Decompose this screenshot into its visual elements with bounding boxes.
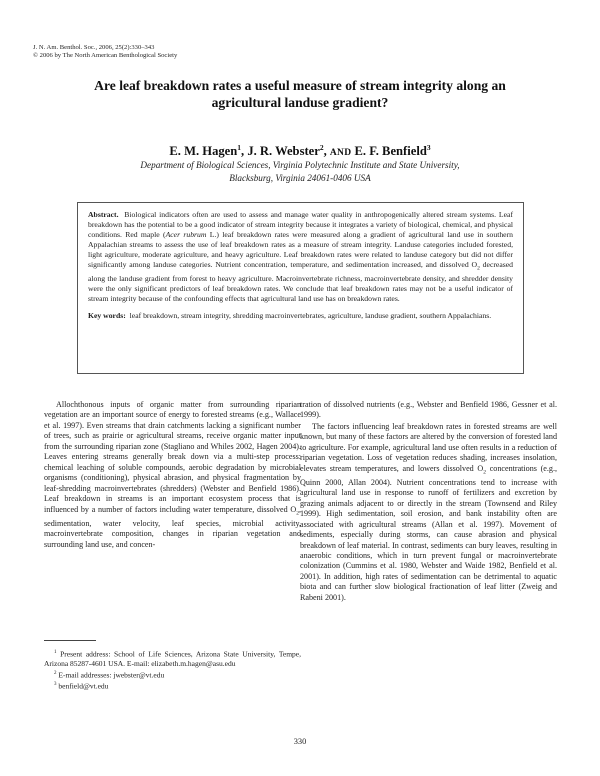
species-name: Acer rubrum [165,230,207,240]
body-paragraph: tration of dissolved nutrients (e.g., Webster and Benfield 1986, Gessner et al. 1999). [300,400,557,420]
footnote-2-mark: 2 [54,670,57,676]
body-column-left [44,400,301,550]
footnote-1-text: Present address: School of Life Sciences, Arizona State University, Tempe, Arizona 85287-4601 USA. E-mail: elizabeth.m.hagen@asu.edu [44,649,302,669]
footnote-3-text: benfield@vt.edu [58,681,109,691]
keywords-text: leaf breakdown, stream integrity, shredding macroinvertebrates, agriculture, landuse gradient, southern Appalachians. [129,311,492,321]
abstract-box [77,202,524,374]
body-paragraph [300,422,557,603]
footnote-3-mark: 3 [54,681,57,687]
abstract-part-a: Biological indicators often are used to assess and manage water quality in anthropogenically altered stream systems. Leaf breakdown has the potential to be a good indicator of stream integrity because it integrates a variety of biological, chemical, and physical conditions. Red maple ( [88,210,513,240]
body-sub: 2 [483,469,487,476]
abstract-label: Abstract. [88,210,119,219]
author-1: E. M. Hagen [169,144,238,159]
body-text: , sedimentation, water velocity, leaf species, microbial activity, macroinvertebrate composition, changes in riparian vegetation and surrounding land use, and concen- [44,504,301,549]
body-sub: 2 [296,510,299,517]
body-column-right [300,400,557,603]
journal-citation: J. N. Am. Benthol. Soc., 2006, 25(2):330–343 [33,44,155,51]
author-1-mark: 1 [237,143,242,152]
body-text: concentrations (e.g., Quinn 2000, Allan 2004). Nutrient concentrations tend to increase with agricultural land use in response to runoff of fertilizers and excretion by grazing animals adjacent to or directly in the stream (Townsend and Riley 1999). High sedimentation, soil erosion, and bank instability often are associated with agricultural streams (Allan et al. 1997). Movement of sediments, especially during storms, can cause abrasion and physical breakdown of leaf material. In contrast, sediments can bury leaves, resulting in anaerobic conditions, which in turn prevent fungal or macroinvertebrate colonization (Cummins et al. 1980, Webster and Waide 1982, Benfield et al. 2001). In addition, high rates of sedimentation can be detrimental to aquatic biota and can further slow biological fractionation of leaf litter (Zweig and Rabeni 2001). [300,463,557,602]
author-3: E. F. Benfield [354,144,427,159]
footnote-1-mark: 1 [54,650,57,655]
abstract-text [88,210,513,304]
author-2-mark: 2 [319,143,324,152]
footnote-2-text: E-mail addresses: jwebster@vt.edu [58,670,165,680]
journal-copyright: © 2006 by The North American Benthological Society [33,52,178,60]
body-paragraph [44,400,301,550]
keywords-label: Key words: [88,311,126,321]
footnotes [44,648,301,691]
journal-header [33,44,177,60]
body-text: Allochthonous inputs of organic matter from surrounding riparian vegetation are an important source of energy to forested streams (e.g., Wallace et al. 1997). Even streams that drain catchments lacking a significant number of trees, such as prairie or agricultural streams, receive organic matter input from the surrounding riparian zone (Stagliano and Whiles 2002, Hagen 2004). Leaves entering streams generally break down via a multi-step process: chemical leaching of soluble compounds, aerobic degradation by microbial organisms (conditioning), physical abrasion, and physical fragmentation by leaf-shredding macroinvertebrates (shredders) (Webster and Benfield 1986). Leaf breakdown in streams is an important ecosystem process that is influenced by a number of factors including water temperature, dissolved O [44,400,301,514]
affiliation [80,159,520,184]
footnote-3 [44,680,301,691]
affiliation-line-1: Department of Biological Sciences, Virginia Polytechnic Institute and State University, [140,160,460,170]
article-title: Are leaf breakdown rates a useful measure of stream integrity along an agricultural landuse gradient? [94,78,506,110]
abstract-sub: 2 [477,266,480,272]
abstract-part-b: L.) leaf breakdown rates were measured along a gradient of agricultural land use in southern Appalachian streams to assess the use of leaf breakdown rates as a measure of stream integrity. Landuse categories included forested, light agriculture, moderate agriculture, and heavy agriculture. Leaf breakdown rates were related to landuse category but did not differ significantly among landuse categories. Nutrient concentration, temperature, and sedimentation increased, and dissolved O [88,230,513,270]
author-3-mark: 3 [426,143,431,152]
author-2: J. R. Webster [247,144,320,159]
author-list: E. M. Hagen$^1$, J. R. Webster$^2$, AND E. F. Benfield$^3$ [169,143,431,159]
abstract-part-c: decreased along the landuse gradient from forest to heavy agriculture. Macroinvertebrate richness, macroinvertebrate density, and shredder density were the only significant predictors of leaf breakdown rates. We conclude that leaf breakdown rates may not be a useful indicator of stream integrity because of the confounding effects that agricultural land use has on breakdown rates. [88,260,513,304]
page-number: 330 [293,737,307,746]
footnote-2 [44,669,301,680]
footnote-rule [44,640,96,641]
body-text: The factors influencing leaf breakdown rates in forested streams are well known, but many of these factors are altered by the conversion of forested land to agriculture. For example, agricultural land use often results in a reduction of riparian vegetation. Loss of vegetation reduces shading, increases insolation, elevates stream temperatures, and lowers dissolved O [300,421,557,473]
footnote-1 [44,648,301,669]
keywords [88,311,513,321]
affiliation-line-2: Blacksburg, Virginia 24061-0406 USA [229,172,371,183]
author-and: AND [329,148,352,159]
